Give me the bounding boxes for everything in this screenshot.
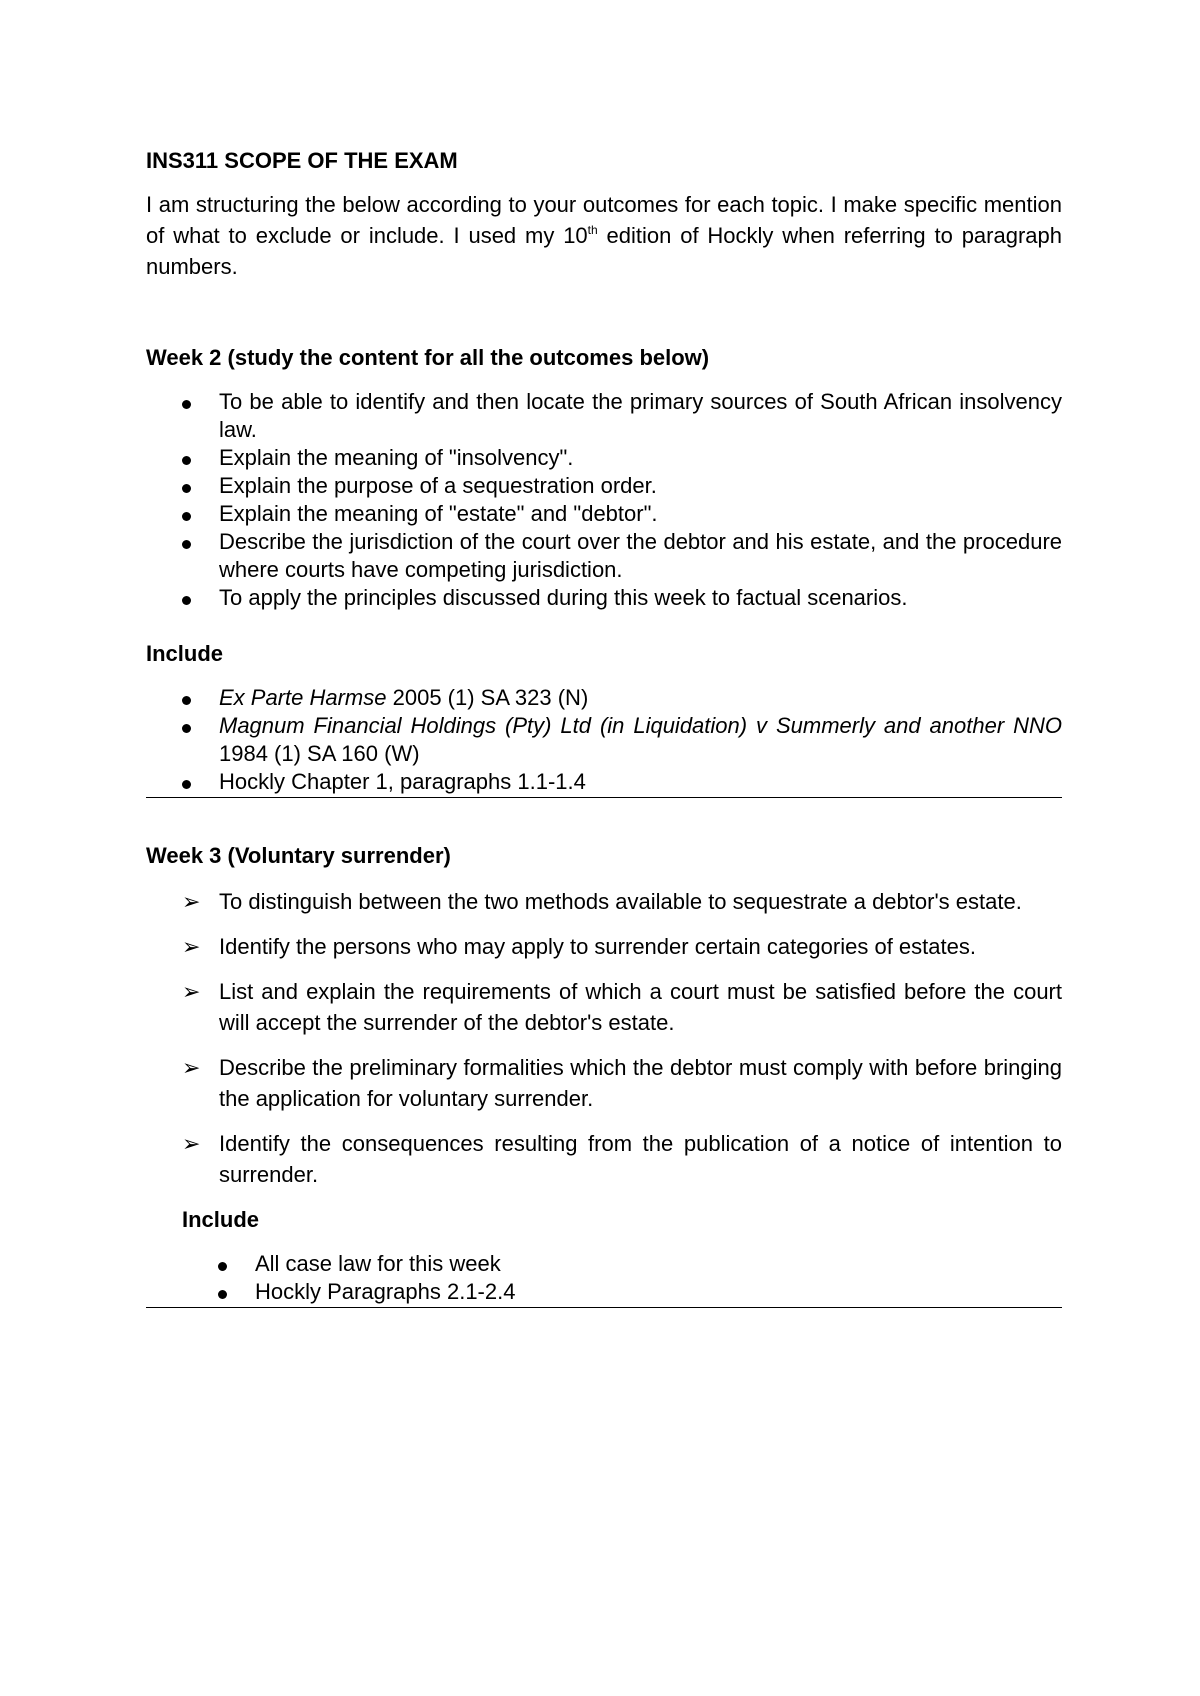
week3-include-list <box>146 1250 1062 1306</box>
intro-text-end: edition of Hockly when referring to paragraph numbers. <box>146 223 1062 279</box>
list-item-text: List and explain the requirements of which a court must be satisfied before the court will accept the surrender of the debtor's estate. <box>219 979 1062 1035</box>
case-citation: 2005 (1) SA 323 (N) <box>386 685 589 710</box>
reading-reference: Hockly Chapter 1, paragraphs 1.1-1.4 <box>219 769 586 794</box>
bullet-dot-icon <box>182 400 191 409</box>
case-citation: 1984 (1) SA 160 (W) <box>219 741 420 766</box>
week2-include-list <box>146 684 1062 796</box>
case-name: Magnum Financial Holdings (Pty) Ltd (in Liquidation) v Summerly and another NNO <box>219 713 1062 738</box>
list-item <box>146 768 1062 796</box>
week2-outcomes-list <box>146 388 1062 612</box>
document-content <box>146 145 1062 1308</box>
bullet-dot-icon <box>182 780 191 789</box>
week3-include-heading: Include <box>182 1207 260 1232</box>
list-item <box>146 472 1062 500</box>
list-item <box>146 886 1062 917</box>
arrow-bullet-icon: ➢ <box>182 979 201 1004</box>
bullet-dot-icon <box>182 540 191 549</box>
list-item <box>146 500 1062 528</box>
list-item <box>146 1278 1062 1306</box>
list-item-text: Explain the meaning of "estate" and "debtor". <box>219 501 658 526</box>
list-item <box>146 1128 1062 1190</box>
bullet-dot-icon <box>182 484 191 493</box>
bullet-dot-icon <box>182 696 191 705</box>
bullet-dot-icon <box>182 596 191 605</box>
bullet-dot-icon <box>182 456 191 465</box>
list-item <box>146 444 1062 472</box>
week3-heading: Week 3 (Voluntary surrender) <box>146 843 451 868</box>
week2-heading: Week 2 (study the content for all the outcomes below) <box>146 345 710 370</box>
list-item <box>146 1052 1062 1114</box>
intro-text-start: I am structuring the below according to your outcomes for each topic. I make specific mention of what to exclude or include. I used my 10 <box>146 192 1062 248</box>
list-item <box>146 976 1062 1038</box>
arrow-bullet-icon: ➢ <box>182 934 201 959</box>
bullet-dot-icon <box>218 1290 227 1299</box>
list-item-text: Identify the persons who may apply to surrender certain categories of estates. <box>219 934 976 959</box>
arrow-bullet-icon: ➢ <box>182 1055 201 1080</box>
arrow-bullet-icon: ➢ <box>182 889 201 914</box>
arrow-bullet-icon: ➢ <box>182 1131 201 1156</box>
list-item-text: To be able to identify and then locate the primary sources of South African insolvency law. <box>219 389 1062 442</box>
bullet-dot-icon <box>182 724 191 733</box>
intro-paragraph <box>146 189 1062 282</box>
list-item-text: Identify the consequences resulting from the publication of a notice of intention to surrender. <box>219 1131 1062 1187</box>
list-item-text: Describe the jurisdiction of the court over the debtor and his estate, and the procedure where courts have competing jurisdiction. <box>219 529 1062 582</box>
list-item-text: To apply the principles discussed during this week to factual scenarios. <box>219 585 908 610</box>
section-divider <box>146 1307 1062 1308</box>
section-divider <box>146 797 1062 798</box>
list-item <box>146 528 1062 584</box>
list-item <box>146 712 1062 768</box>
list-item <box>146 388 1062 444</box>
list-item-text: Describe the preliminary formalities which the debtor must comply with before bringing the application for voluntary surrender. <box>219 1055 1062 1111</box>
week3-outcomes-list <box>146 886 1062 1190</box>
list-item-text: Hockly Paragraphs 2.1-2.4 <box>255 1279 516 1304</box>
intro-superscript: th <box>587 223 598 237</box>
bullet-dot-icon <box>218 1262 227 1271</box>
document-title: INS311 SCOPE OF THE EXAM <box>146 148 458 173</box>
list-item <box>146 584 1062 612</box>
list-item-text: Explain the purpose of a sequestration order. <box>219 473 657 498</box>
week2-include-heading: Include <box>146 641 224 666</box>
list-item <box>146 931 1062 962</box>
case-name: Ex Parte Harmse <box>219 685 387 710</box>
list-item <box>146 684 1062 712</box>
list-item-text: All case law for this week <box>255 1251 501 1276</box>
list-item-text: To distinguish between the two methods available to sequestrate a debtor's estate. <box>219 889 1022 914</box>
list-item <box>146 1250 1062 1278</box>
list-item-text: Explain the meaning of "insolvency". <box>219 445 574 470</box>
bullet-dot-icon <box>182 512 191 521</box>
